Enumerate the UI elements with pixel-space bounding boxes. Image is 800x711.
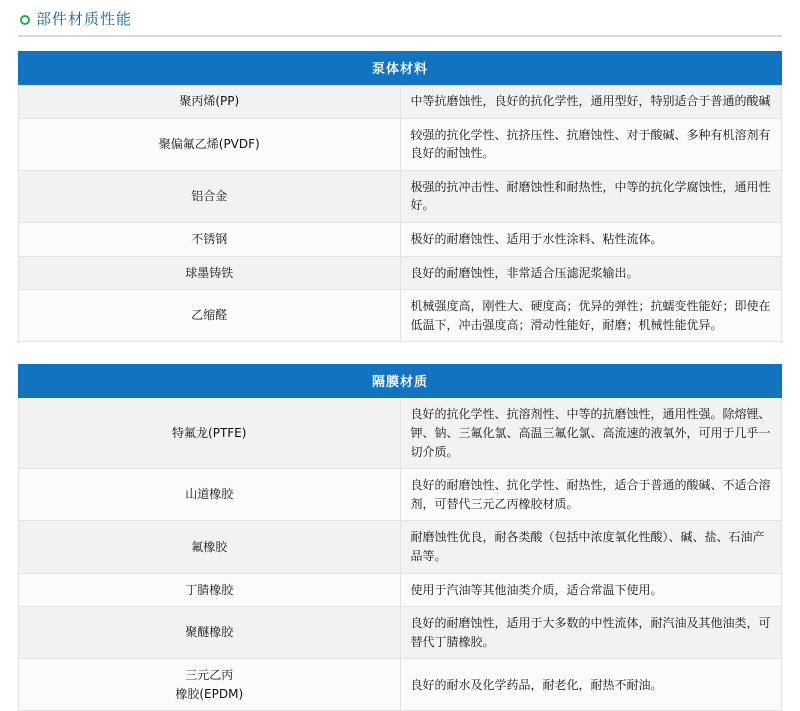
table-row (19, 521, 782, 573)
table-row (19, 607, 782, 659)
table-row (19, 118, 782, 170)
table-row (19, 85, 782, 119)
material-description: 良好的耐水及化学药品，耐老化，耐热不耐油。 (400, 659, 782, 711)
material-description: 机械强度高，刚性大、硬度高；优异的弹性；抗蠕变性能好；即使在低温下，冲击强度高；滑动性能好，耐磨；机械性能优异。 (400, 290, 782, 342)
material-name: 山道橡胶 (19, 469, 401, 521)
material-name: 铝合金 (19, 170, 401, 222)
material-description: 良好的耐磨蚀性、抗化学性、耐热性，适合于普通的酸碱、不适合溶剂，可替代三元乙丙橡胶材质。 (400, 469, 782, 521)
material-description: 较强的抗化学性、抗挤压性、抗磨蚀性、对于酸碱、多种有机溶剂有良好的耐蚀性。 (400, 118, 782, 170)
table-row (19, 659, 782, 711)
material-name: 球墨铸铁 (19, 256, 401, 290)
circle-bullet-icon (20, 15, 30, 25)
material-description: 良好的耐磨蚀性，适用于大多数的中性流体，耐汽油及其他油类，可替代丁腈橡胶。 (400, 607, 782, 659)
table-header-row (19, 52, 782, 85)
table-row (19, 398, 782, 469)
table-row (19, 573, 782, 607)
material-description: 使用于汽油等其他油类介质，适合常温下使用。 (400, 573, 782, 607)
material-description: 耐磨蚀性优良，耐各类酸（包括中浓度氧化性酸）、碱、盐、石油产品等。 (400, 521, 782, 573)
material-description: 极好的耐磨蚀性、适用于水性涂料、粘性流体。 (400, 222, 782, 256)
material-description: 良好的抗化学性、抗溶剂性、中等的抗磨蚀性，通用性强。除熔锂、钾、钠、三氟化氯、高温三氟化氯、高流速的液氧外，可用于几乎一切介质。 (400, 398, 782, 469)
page-title: 部件材质性能 (36, 10, 133, 28)
page-title-row (18, 0, 782, 35)
table-header-row (19, 365, 782, 398)
table-row (19, 256, 782, 290)
material-description: 良好的耐磨蚀性，非常适合压滤泥浆输出。 (400, 256, 782, 290)
table-row (19, 469, 782, 521)
table-row (19, 222, 782, 256)
material-name: 聚丙烯(PP) (19, 85, 401, 119)
material-name: 不锈钢 (19, 222, 401, 256)
material-name: 氟橡胶 (19, 521, 401, 573)
material-name: 乙缩醛 (19, 290, 401, 342)
table-header-title: 泵体材料 (19, 52, 782, 85)
title-divider (18, 35, 782, 37)
pump-body-materials-table (18, 51, 782, 342)
material-description: 中等抗磨蚀性，良好的抗化学性，通用型好，特别适合于普通的酸碱 (400, 85, 782, 119)
table-header-title: 隔膜材质 (19, 365, 782, 398)
material-name: 丁腈橡胶 (19, 573, 401, 607)
table-row (19, 170, 782, 222)
material-description: 极强的抗冲击性、耐磨蚀性和耐热性，中等的抗化学腐蚀性，通用性好。 (400, 170, 782, 222)
material-name: 聚偏氟乙烯(PVDF) (19, 118, 401, 170)
table-row (19, 290, 782, 342)
material-name: 特氟龙(PTFE) (19, 398, 401, 469)
material-name: 聚醚橡胶 (19, 607, 401, 659)
diaphragm-materials-table (18, 364, 782, 711)
material-name: 三元乙丙 橡胶(EPDM) (19, 659, 401, 711)
